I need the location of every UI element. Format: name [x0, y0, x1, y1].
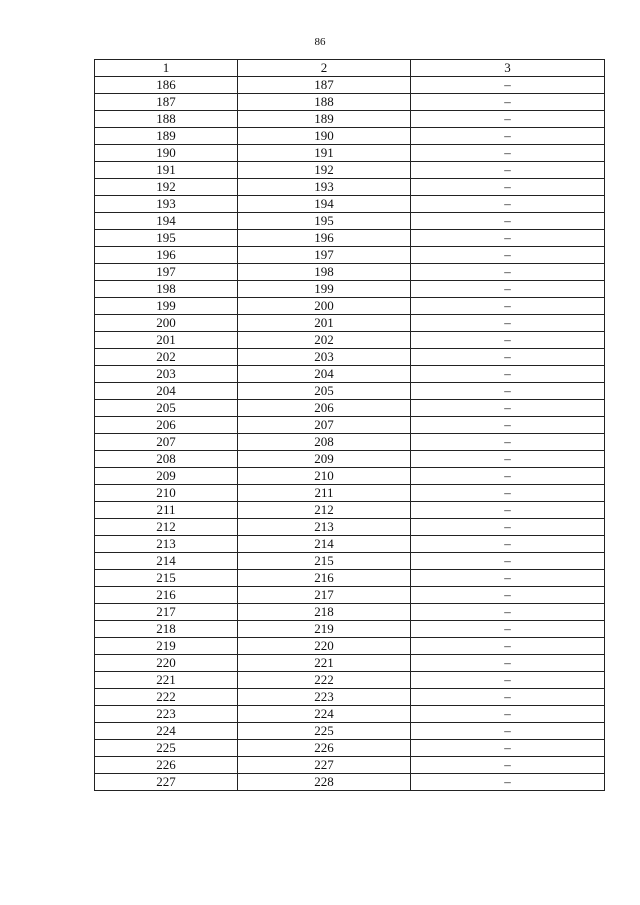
table-row [95, 638, 605, 655]
table-row [95, 281, 605, 298]
table-cell-col-3: – [411, 94, 605, 111]
table-row [95, 77, 605, 94]
table-row [95, 94, 605, 111]
table-cell-col-3: – [411, 349, 605, 366]
table-cell-col-1: 190 [95, 145, 238, 162]
table-cell-col-3: – [411, 179, 605, 196]
table-row [95, 264, 605, 281]
table-cell-col-1: 194 [95, 213, 238, 230]
table-cell-col-2: 217 [238, 587, 411, 604]
table-cell-col-3: – [411, 774, 605, 791]
table-cell-col-3: – [411, 706, 605, 723]
table-cell-col-1: 207 [95, 434, 238, 451]
table-row [95, 604, 605, 621]
table-cell-col-1: 210 [95, 485, 238, 502]
table-cell-col-1: 192 [95, 179, 238, 196]
table-row [95, 383, 605, 400]
table-cell-col-3: – [411, 604, 605, 621]
table-cell-col-2: 211 [238, 485, 411, 502]
table-cell-col-1: 220 [95, 655, 238, 672]
table-cell-col-1: 191 [95, 162, 238, 179]
table-row [95, 706, 605, 723]
table-row [95, 536, 605, 553]
table-cell-col-2: 204 [238, 366, 411, 383]
table-cell-col-2: 197 [238, 247, 411, 264]
table-row [95, 587, 605, 604]
table-cell-col-3: – [411, 536, 605, 553]
table-cell-col-3: – [411, 434, 605, 451]
table-row [95, 128, 605, 145]
table-cell-col-2: 192 [238, 162, 411, 179]
data-table [94, 59, 605, 791]
table-cell-col-3: – [411, 383, 605, 400]
table-row [95, 502, 605, 519]
table-cell-col-1: 208 [95, 451, 238, 468]
table-row [95, 774, 605, 791]
table-cell-col-3: – [411, 468, 605, 485]
table-cell-col-2: 208 [238, 434, 411, 451]
table-row [95, 451, 605, 468]
table-cell-col-3: – [411, 77, 605, 94]
table-cell-col-2: 201 [238, 315, 411, 332]
table-cell-col-2: 215 [238, 553, 411, 570]
table-row [95, 349, 605, 366]
table-cell-col-2: 193 [238, 179, 411, 196]
table-cell-col-1: 209 [95, 468, 238, 485]
table-cell-col-2: 216 [238, 570, 411, 587]
table-row [95, 519, 605, 536]
table-row [95, 740, 605, 757]
table-cell-col-1: 201 [95, 332, 238, 349]
table-cell-col-3: – [411, 587, 605, 604]
table-cell-col-3: – [411, 638, 605, 655]
table-cell-col-1: 213 [95, 536, 238, 553]
table-cell-col-3: – [411, 621, 605, 638]
table-cell-col-3: – [411, 485, 605, 502]
table-row [95, 196, 605, 213]
table-cell-col-1: 217 [95, 604, 238, 621]
table-row [95, 485, 605, 502]
table-cell-col-2: 222 [238, 672, 411, 689]
table-cell-col-1: 219 [95, 638, 238, 655]
table-cell-col-1: 226 [95, 757, 238, 774]
table-cell-col-3: – [411, 502, 605, 519]
table-cell-col-3: – [411, 247, 605, 264]
table-cell-col-2: 188 [238, 94, 411, 111]
table-row [95, 179, 605, 196]
table-cell-col-3: – [411, 196, 605, 213]
table-cell-col-2: 223 [238, 689, 411, 706]
table-cell-col-2: 220 [238, 638, 411, 655]
table-cell-col-3: – [411, 230, 605, 247]
table-row [95, 468, 605, 485]
table-row [95, 400, 605, 417]
table-cell-col-2: 221 [238, 655, 411, 672]
table-cell-col-1: 193 [95, 196, 238, 213]
table-cell-col-3: – [411, 723, 605, 740]
table-cell-col-1: 214 [95, 553, 238, 570]
table-cell-col-1: 225 [95, 740, 238, 757]
table-cell-col-2: 203 [238, 349, 411, 366]
table-cell-col-3: – [411, 128, 605, 145]
table-row [95, 247, 605, 264]
table-row [95, 332, 605, 349]
table-cell-col-2: 219 [238, 621, 411, 638]
table-cell-col-1: 221 [95, 672, 238, 689]
table-cell-col-3: – [411, 332, 605, 349]
table-cell-col-2: 198 [238, 264, 411, 281]
table-cell-col-2: 194 [238, 196, 411, 213]
table-cell-col-3: – [411, 553, 605, 570]
table-cell-col-3: – [411, 213, 605, 230]
table-cell-col-2: 213 [238, 519, 411, 536]
table-row [95, 723, 605, 740]
table-row [95, 689, 605, 706]
table-cell-col-2: 214 [238, 536, 411, 553]
table-row [95, 213, 605, 230]
table-row [95, 553, 605, 570]
table-cell-col-3: – [411, 111, 605, 128]
table-cell-col-3: – [411, 689, 605, 706]
table-row [95, 417, 605, 434]
table-row [95, 655, 605, 672]
table-cell-col-2: 196 [238, 230, 411, 247]
table-row [95, 757, 605, 774]
table-cell-col-2: 226 [238, 740, 411, 757]
table-cell-col-3: – [411, 417, 605, 434]
table-cell-col-1: 227 [95, 774, 238, 791]
table-cell-col-3: – [411, 264, 605, 281]
table-cell-col-1: 202 [95, 349, 238, 366]
table-cell-col-2: 191 [238, 145, 411, 162]
table-cell-col-1: 218 [95, 621, 238, 638]
table-cell-col-3: – [411, 281, 605, 298]
table-cell-col-2: 195 [238, 213, 411, 230]
page-number: 86 [314, 36, 326, 48]
table-cell-col-3: – [411, 400, 605, 417]
table-cell-col-2: 218 [238, 604, 411, 621]
table-cell-col-3: – [411, 519, 605, 536]
table-cell-col-2: 225 [238, 723, 411, 740]
table-cell-col-2: 228 [238, 774, 411, 791]
column-header-1: 1 [95, 60, 238, 77]
table-cell-col-3: – [411, 162, 605, 179]
table-cell-col-3: – [411, 366, 605, 383]
table-row [95, 672, 605, 689]
table-cell-col-1: 224 [95, 723, 238, 740]
table-cell-col-3: – [411, 451, 605, 468]
table-cell-col-1: 204 [95, 383, 238, 400]
table-cell-col-2: 202 [238, 332, 411, 349]
table-row [95, 145, 605, 162]
table-cell-col-2: 190 [238, 128, 411, 145]
table-cell-col-2: 200 [238, 298, 411, 315]
table-cell-col-1: 215 [95, 570, 238, 587]
table-cell-col-1: 223 [95, 706, 238, 723]
table-cell-col-2: 224 [238, 706, 411, 723]
table-cell-col-1: 203 [95, 366, 238, 383]
table-cell-col-3: – [411, 672, 605, 689]
table-cell-col-2: 189 [238, 111, 411, 128]
table-row [95, 570, 605, 587]
column-header-2: 2 [238, 60, 411, 77]
table-cell-col-2: 209 [238, 451, 411, 468]
table-row [95, 230, 605, 247]
table-cell-col-1: 187 [95, 94, 238, 111]
table-cell-col-3: – [411, 315, 605, 332]
table-cell-col-2: 210 [238, 468, 411, 485]
table-cell-col-3: – [411, 145, 605, 162]
table-cell-col-3: – [411, 655, 605, 672]
table-row [95, 162, 605, 179]
table-row [95, 621, 605, 638]
table-cell-col-1: 205 [95, 400, 238, 417]
table-cell-col-1: 198 [95, 281, 238, 298]
table-cell-col-2: 187 [238, 77, 411, 94]
table-cell-col-1: 222 [95, 689, 238, 706]
table-cell-col-2: 227 [238, 757, 411, 774]
column-header-3: 3 [411, 60, 605, 77]
table-row [95, 366, 605, 383]
table-cell-col-2: 212 [238, 502, 411, 519]
table-body [95, 77, 605, 791]
table-cell-col-2: 206 [238, 400, 411, 417]
table-cell-col-1: 212 [95, 519, 238, 536]
table-cell-col-3: – [411, 740, 605, 757]
table-row [95, 434, 605, 451]
table-cell-col-3: – [411, 298, 605, 315]
table-row [95, 111, 605, 128]
table-row [95, 315, 605, 332]
table-cell-col-3: – [411, 570, 605, 587]
table-cell-col-1: 200 [95, 315, 238, 332]
table-cell-col-1: 206 [95, 417, 238, 434]
table-header-row [95, 60, 605, 77]
table-cell-col-2: 199 [238, 281, 411, 298]
table-row [95, 298, 605, 315]
table-cell-col-1: 196 [95, 247, 238, 264]
table-cell-col-1: 189 [95, 128, 238, 145]
table-cell-col-3: – [411, 757, 605, 774]
table-cell-col-1: 195 [95, 230, 238, 247]
table-cell-col-1: 186 [95, 77, 238, 94]
table-cell-col-1: 211 [95, 502, 238, 519]
table-cell-col-2: 207 [238, 417, 411, 434]
table-cell-col-1: 188 [95, 111, 238, 128]
table-cell-col-1: 216 [95, 587, 238, 604]
table-cell-col-1: 197 [95, 264, 238, 281]
table-cell-col-2: 205 [238, 383, 411, 400]
table-cell-col-1: 199 [95, 298, 238, 315]
